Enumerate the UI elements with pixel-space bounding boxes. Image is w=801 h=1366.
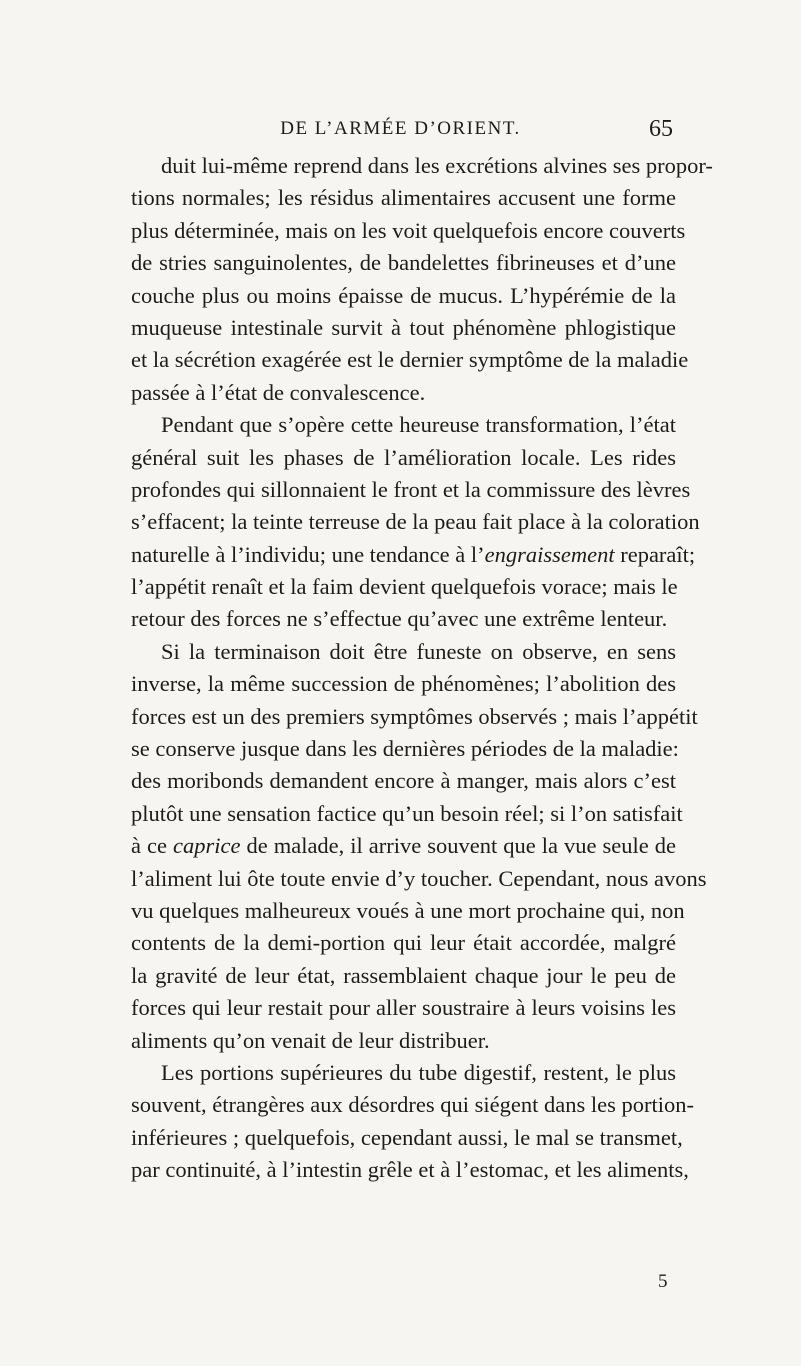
paragraph	[131, 409, 700, 636]
text-line: général suit les phases de l’amélioration locale. Les rides	[131, 444, 676, 470]
text-line: tions normales; les résidus alimentaires accusent une forme	[131, 185, 676, 211]
text-line: plutôt une sensation factice qu’un besoin réel; si l’on satisfait	[131, 800, 683, 826]
text-line: couche plus ou moins épaisse de mucus. L’hypérémie de la	[131, 282, 676, 308]
text-line: plus déterminée, mais on les voit quelquefois encore couverts	[131, 217, 686, 243]
text-line	[131, 539, 696, 571]
text-line	[131, 830, 676, 862]
text-line: profondes qui sillonnaient le front et la commissure des lèvres	[131, 476, 691, 502]
text-segment: naturelle à l’individu; une tendance à l’	[131, 541, 485, 567]
text-line: des moribonds demandent encore à manger, mais alors c’est	[131, 768, 676, 794]
text-line: Pendant que s’opère cette heureuse transformation, l’état	[161, 412, 676, 438]
text-line: de stries sanguinolentes, de bandelettes fibrineuses et d’une	[131, 250, 676, 276]
italic-term: engraissement	[484, 541, 615, 567]
text-line: Si la terminaison doit être funeste on observe, en sens	[161, 638, 676, 664]
text-line: l’appétit renaît et la faim devient quelquefois vorace; mais le	[131, 574, 678, 600]
running-title: DE L’ARMÉE D’ORIENT.	[280, 118, 521, 139]
text-line: duit lui-même reprend dans les excrétions alvines ses propor-	[161, 153, 713, 178]
paragraph	[131, 150, 713, 409]
text-line: inverse, la même succession de phénomènes; l’abolition des	[131, 671, 676, 697]
text-line: et la sécrétion exagérée est le dernier symptôme de la maladie	[131, 347, 689, 373]
text-line: forces est un des premiers symptômes observés ; mais l’appétit	[131, 703, 698, 729]
text-line: par continuité, à l’intestin grêle et à l’estomac, et les aliments,	[131, 1157, 689, 1183]
text-line: se conserve jusque dans les dernières périodes de la maladie:	[131, 736, 679, 762]
text-line: contents de la demi-portion qui leur était accordée, malgré	[131, 930, 676, 956]
signature-mark: 5	[658, 1271, 668, 1292]
text-line: aliments qu’on venait de leur distribuer.	[131, 1027, 490, 1053]
paragraph	[131, 636, 707, 1057]
text-line: Les portions supérieures du tube digestif, restent, le plus	[161, 1059, 676, 1085]
text-line: la gravité de leur état, rassemblaient chaque jour le peu de	[131, 962, 676, 988]
text-segment: à ce	[131, 833, 173, 859]
page-number: 65	[649, 116, 673, 142]
text-line: inférieures ; quelquefois, cependant aussi, le mal se transmet,	[131, 1124, 683, 1150]
paragraph	[131, 1057, 694, 1187]
running-head	[0, 116, 801, 146]
text-line: souvent, étrangères aux désordres qui siégent dans les portion-	[131, 1092, 694, 1118]
text-line: s’effacent; la teinte terreuse de la peau fait place à la coloration	[131, 509, 700, 535]
text-segment: reparaît;	[614, 541, 696, 567]
text-line: retour des forces ne s’effectue qu’avec une extrême lenteur.	[131, 606, 668, 632]
text-line: vu quelques malheureux voués à une mort prochaine qui, non	[131, 897, 685, 923]
text-segment: de malade, il arrive souvent que la vue seule de	[240, 833, 676, 859]
text-line: muqueuse intestinale survit à tout phénomène phlogistique	[131, 314, 676, 340]
body-text	[131, 150, 713, 1187]
text-line: l’aliment lui ôte toute envie d’y toucher. Cependant, nous avons	[131, 865, 707, 891]
text-line: passée à l’état de convalescence.	[131, 379, 426, 405]
italic-term: caprice	[172, 833, 241, 859]
text-line: forces qui leur restait pour aller soustraire à leurs voisins les	[131, 995, 676, 1021]
